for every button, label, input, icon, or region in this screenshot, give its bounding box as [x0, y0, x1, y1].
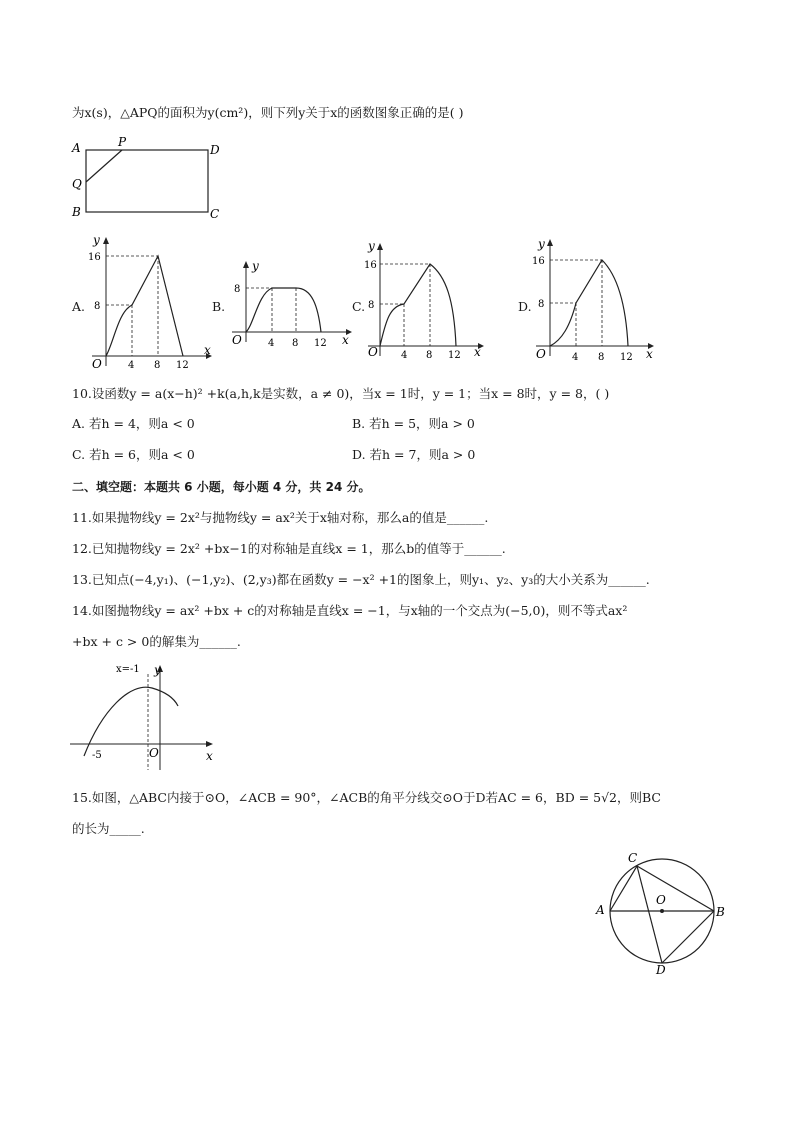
svg-text:O: O [92, 357, 102, 370]
q10-option-b: B. 若h = 5，则a > 0 [352, 416, 475, 431]
q11: 11.如果抛物线y = 2x²与抛物线y = ax²关于x轴对称，那么a的值是______. [72, 510, 489, 525]
axis-of-symmetry-label: x=-1 [116, 664, 140, 675]
label-c: C [210, 207, 220, 221]
svg-text:x: x [342, 333, 349, 347]
q14-parabola-figure [70, 660, 220, 772]
q15-line1: 15.如图，△ABC内接于⊙O，∠ACB = 90°，∠ACB的角平分线交⊙O于D若AC = 6，BD = 5√2，则BC [72, 790, 661, 805]
graph-a-label: A. [72, 299, 86, 314]
svg-text:8: 8 [368, 300, 375, 311]
svg-text:8: 8 [154, 360, 161, 370]
graph-a [88, 232, 218, 370]
label-d: D [210, 143, 220, 157]
svg-text:4: 4 [401, 350, 408, 360]
svg-text:y: y [368, 240, 375, 253]
svg-text:A: A [596, 903, 605, 917]
q14-line2: +bx + c > 0的解集为______. [72, 634, 241, 649]
svg-text:8: 8 [538, 299, 545, 310]
q10-stem: 10.设函数y = a(x−h)² +k(a,h,k是实数，a ≠ 0)，当x = 1时，y = 1；当x = 8时，y = 8，( ) [72, 386, 610, 401]
svg-text:16: 16 [532, 256, 545, 267]
q10-option-d: D. 若h = 7，则a > 0 [352, 447, 476, 462]
svg-text:B: B [716, 905, 725, 919]
svg-text:12: 12 [314, 338, 327, 349]
graph-d [532, 236, 662, 362]
graph-b-label: B. [212, 299, 226, 314]
section-2-heading: 二、填空题：本题共 6 小题，每小题 4 分，共 24 分。 [72, 480, 371, 494]
svg-text:4: 4 [128, 360, 135, 370]
svg-text:x: x [474, 345, 481, 359]
q10-option-c: C. 若h = 6，则a < 0 [72, 447, 195, 462]
label-b: B [72, 205, 81, 219]
svg-text:8: 8 [292, 338, 299, 349]
q14-line1: 14.如图抛物线y = ax² +bx + c的对称轴是直线x = −1，与x轴的一个交点为(−5,0)，则不等式ax² [72, 603, 628, 618]
graph-c [364, 240, 494, 360]
q9-continuation: 为x(s)，△APQ的面积为y(cm²)，则下列y关于x的函数图象正确的是( ) [72, 105, 464, 120]
svg-text:8: 8 [598, 352, 605, 362]
label-p: P [118, 135, 127, 149]
svg-text:x: x [646, 347, 653, 361]
svg-text:O: O [656, 893, 666, 907]
svg-text:x: x [206, 749, 213, 763]
svg-text:8: 8 [426, 350, 433, 360]
svg-text:C: C [628, 851, 638, 865]
svg-text:y: y [93, 233, 100, 247]
svg-text:D: D [656, 963, 666, 976]
graph-d-label: D. [518, 299, 532, 314]
svg-text:y: y [538, 237, 545, 251]
svg-text:12: 12 [176, 360, 189, 370]
svg-text:12: 12 [448, 350, 461, 360]
graph-b [228, 258, 358, 350]
q15-circle-figure [592, 846, 728, 976]
svg-text:y: y [252, 259, 259, 273]
label-q: Q [72, 177, 82, 191]
svg-text:x: x [204, 343, 211, 357]
svg-text:O: O [536, 347, 546, 361]
svg-text:O: O [149, 746, 159, 760]
q15-line2: 的长为_____. [72, 821, 145, 836]
svg-text:O: O [368, 345, 378, 359]
q12: 12.已知抛物线y = 2x² +bx−1的对称轴是直线x = 1，那么b的值等于______. [72, 541, 506, 556]
svg-text:8: 8 [94, 301, 101, 312]
svg-text:8: 8 [234, 284, 241, 295]
svg-text:12: 12 [620, 352, 633, 362]
svg-text:y: y [154, 663, 161, 677]
q13: 13.已知点(−4,y₁)、(−1,y₂)、(2,y₃)都在函数y = −x² +1的图象上，则y₁、y₂、y₃的大小关系为______. [72, 572, 650, 587]
svg-text:4: 4 [572, 352, 579, 362]
svg-text:16: 16 [88, 252, 101, 263]
rectangle-figure [66, 132, 226, 224]
label-a: A [72, 141, 81, 155]
graph-c-label: C. [352, 299, 366, 314]
svg-text:-5: -5 [92, 750, 102, 761]
svg-text:16: 16 [364, 260, 377, 271]
svg-text:O: O [232, 333, 242, 347]
q10-option-a: A. 若h = 4，则a < 0 [72, 416, 195, 431]
svg-text:4: 4 [268, 338, 275, 349]
